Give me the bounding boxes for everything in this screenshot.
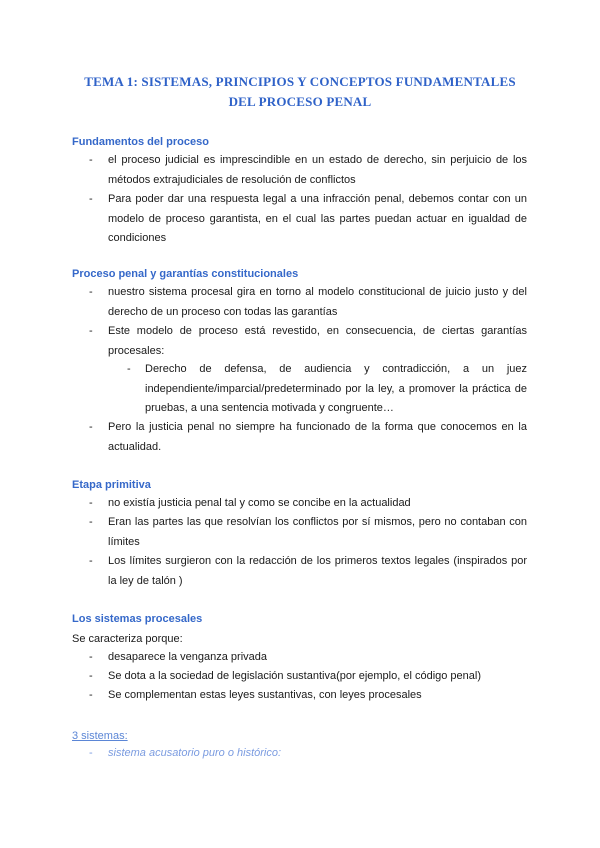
- bullet-dash: -: [89, 689, 93, 701]
- list-item: [89, 667, 527, 687]
- bullet-dash: -: [89, 154, 93, 166]
- bullet-dash: -: [89, 747, 93, 759]
- bullet-dash: -: [89, 421, 93, 433]
- heading-tres-sistemas: 3 sistemas:: [72, 730, 128, 742]
- heading-sistemas: Los sistemas procesales: [72, 613, 203, 625]
- sub-list-item: [127, 360, 527, 419]
- list-item: [89, 513, 527, 552]
- bullet-dash: -: [127, 363, 131, 375]
- list-item-text: no existía justicia penal tal y como se concibe en la actualidad: [108, 497, 411, 509]
- bullet-dash: -: [89, 497, 93, 509]
- list-item: [89, 552, 527, 591]
- bullet-dash: -: [89, 325, 93, 337]
- heading-garantias: Proceso penal y garantías constitucionales: [72, 268, 299, 280]
- list-item-text: Los límites surgieron con la redacción de los primeros textos legales (inspirados por la ley de talón ): [108, 555, 527, 587]
- bullet-dash: -: [89, 555, 93, 567]
- list-item: [89, 686, 527, 706]
- heading-fundamentos: Fundamentos del proceso: [72, 136, 209, 148]
- heading-primitiva: Etapa primitiva: [72, 479, 151, 491]
- list-item-text: Este modelo de proceso está revestido, en consecuencia, de ciertas garantías procesales:: [108, 325, 527, 357]
- title-line-2: DEL PROCESO PENAL: [228, 94, 372, 109]
- list-item-text: sistema acusatorio puro o histórico:: [108, 747, 282, 759]
- list-item-text: Pero la justicia penal no siempre ha funcionado de la forma que conocemos en la actualidad.: [108, 421, 527, 453]
- title-line-1: TEMA 1: SISTEMAS, PRINCIPIOS Y CONCEPTOS FUNDAMENTALES: [84, 74, 516, 89]
- bullet-dash: -: [89, 670, 93, 682]
- intro-text: Se caracteriza porque:: [72, 633, 183, 645]
- list-item-text: nuestro sistema procesal gira en torno al modelo constitucional de juicio justo y del derecho de un proceso con todas las garantías: [108, 286, 527, 318]
- list-item-text: Se complementan estas leyes sustantivas, con leyes procesales: [108, 689, 422, 701]
- list-item-text: Eran las partes las que resolvían los conflictos por sí mismos, pero no contaban con límites: [108, 516, 527, 548]
- list-item: [89, 494, 527, 514]
- list-item: [89, 746, 282, 760]
- bullet-dash: -: [89, 516, 93, 528]
- list-item: [89, 151, 527, 190]
- list-item: [89, 322, 527, 361]
- document-title: [60, 72, 540, 112]
- list-item-text: desaparece la venganza privada: [108, 651, 268, 663]
- list-item: [89, 283, 527, 322]
- list-item: [89, 648, 527, 668]
- bullet-dash: -: [89, 193, 93, 205]
- bullet-dash: -: [89, 651, 93, 663]
- list-item-text: Derecho de defensa, de audiencia y contradicción, a un juez independiente/imparcial/predeterminado por la ley, a promover la práctica de pruebas, a una sentencia motivada y congruente…: [145, 363, 527, 414]
- bullet-dash: -: [89, 286, 93, 298]
- list-item-text: Se dota a la sociedad de legislación sustantiva(por ejemplo, el código penal): [108, 670, 482, 682]
- list-item: [89, 190, 527, 249]
- list-item-text: el proceso judicial es imprescindible en un estado de derecho, sin perjuicio de los métodos extrajudiciales de resolución de conflictos: [108, 154, 527, 186]
- list-item: [89, 418, 527, 457]
- list-item-text: Para poder dar una respuesta legal a una infracción penal, debemos contar con un modelo de proceso garantista, en el cual las partes puedan actuar en igualdad de condiciones: [108, 193, 527, 244]
